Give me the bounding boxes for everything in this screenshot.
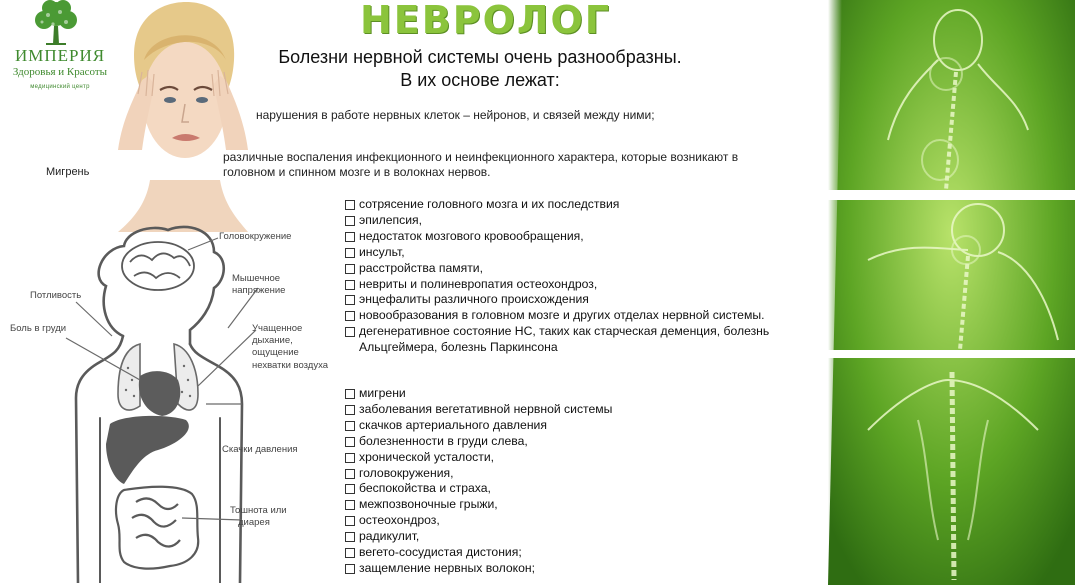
label-chest-pain: Боль в груди [10,323,67,334]
list-item: заболевания вегетативной нервной системы [345,402,825,418]
disease-list-2 [345,386,825,577]
spine-images-panel [828,0,1075,585]
list-item: хронической усталости, [345,450,825,466]
headache-woman-image [112,0,254,232]
list-item: эпилепсия, [345,213,825,229]
list-item: недостаток мозгового кровообращения, [345,229,825,245]
list-item: защемление нервных волокон; [345,561,825,577]
label-sweating: Потливость [30,290,82,301]
list-item: остеохондроз, [345,513,825,529]
list-item: болезненности в груди слева, [345,434,825,450]
label-breath-1: Учащенное [252,323,303,334]
list-item: новообразования в головном мозге и других отделах нервной системы. [345,308,825,324]
body-symptoms-diagram [28,218,338,583]
list-item: вегето-сосудистая дистония; [345,545,825,561]
list-item: головокружения, [345,466,825,482]
list-item: энцефалиты различного происхождения [345,292,825,308]
logo-name: ИМПЕРИЯ [14,46,106,65]
intro-point-1: нарушения в работе нервных клеток – нейронов, и связей между ними; [256,108,655,122]
subtitle-line-2: В их основе лежат: [400,70,560,90]
list-item: сотрясение головного мозга и их последствия [345,197,825,213]
list-item: скачков артериального давления [345,418,825,434]
subtitle-line-1: Болезни нервной системы очень разнообразны. [278,47,682,67]
list-item: невриты и полиневропатия остеохондроз, [345,277,825,293]
label-muscle-1: Мышечное [232,273,281,284]
list-item: радикулит, [345,529,825,545]
disease-list-1 [345,197,825,356]
logo-small-text: медицинский центр [30,84,90,90]
page-subtitle [250,46,710,92]
list-item: межпозвоночные грыжи, [345,497,825,513]
logo-subtitle: Здоровья и Красоты [12,66,108,78]
tree-logo-icon [28,0,84,48]
list-item: инсульт, [345,245,825,261]
label-breath-4: нехватки воздуха [252,360,329,371]
label-nausea-2: диарея [238,517,270,528]
list-item: расстройства памяти, [345,261,825,277]
list-item: дегенеративное состояние НС, таких как старческая деменция, болезнь Альцгеймера, болезнь Паркинсона [345,324,825,356]
label-pressure: Скачки давления [222,444,298,455]
list-item: мигрени [345,386,825,402]
label-dizziness: Головокружение [219,231,292,242]
intro-point-2: различные воспаления инфекционного и неинфекционного характера, которые возникают в головном и спинном мозге и в волокнах нервов. [223,150,739,179]
page-title: НЕВРОЛОГ [360,0,611,42]
label-breath-3: ощущение [252,347,299,358]
list-item: беспокойства и страха, [345,481,825,497]
label-muscle-2: напряжение [232,285,286,296]
label-breath-2: дыхание, [252,335,293,346]
label-nausea-1: Тошнота или [230,505,287,516]
migraine-label: Мигрень [46,166,90,178]
